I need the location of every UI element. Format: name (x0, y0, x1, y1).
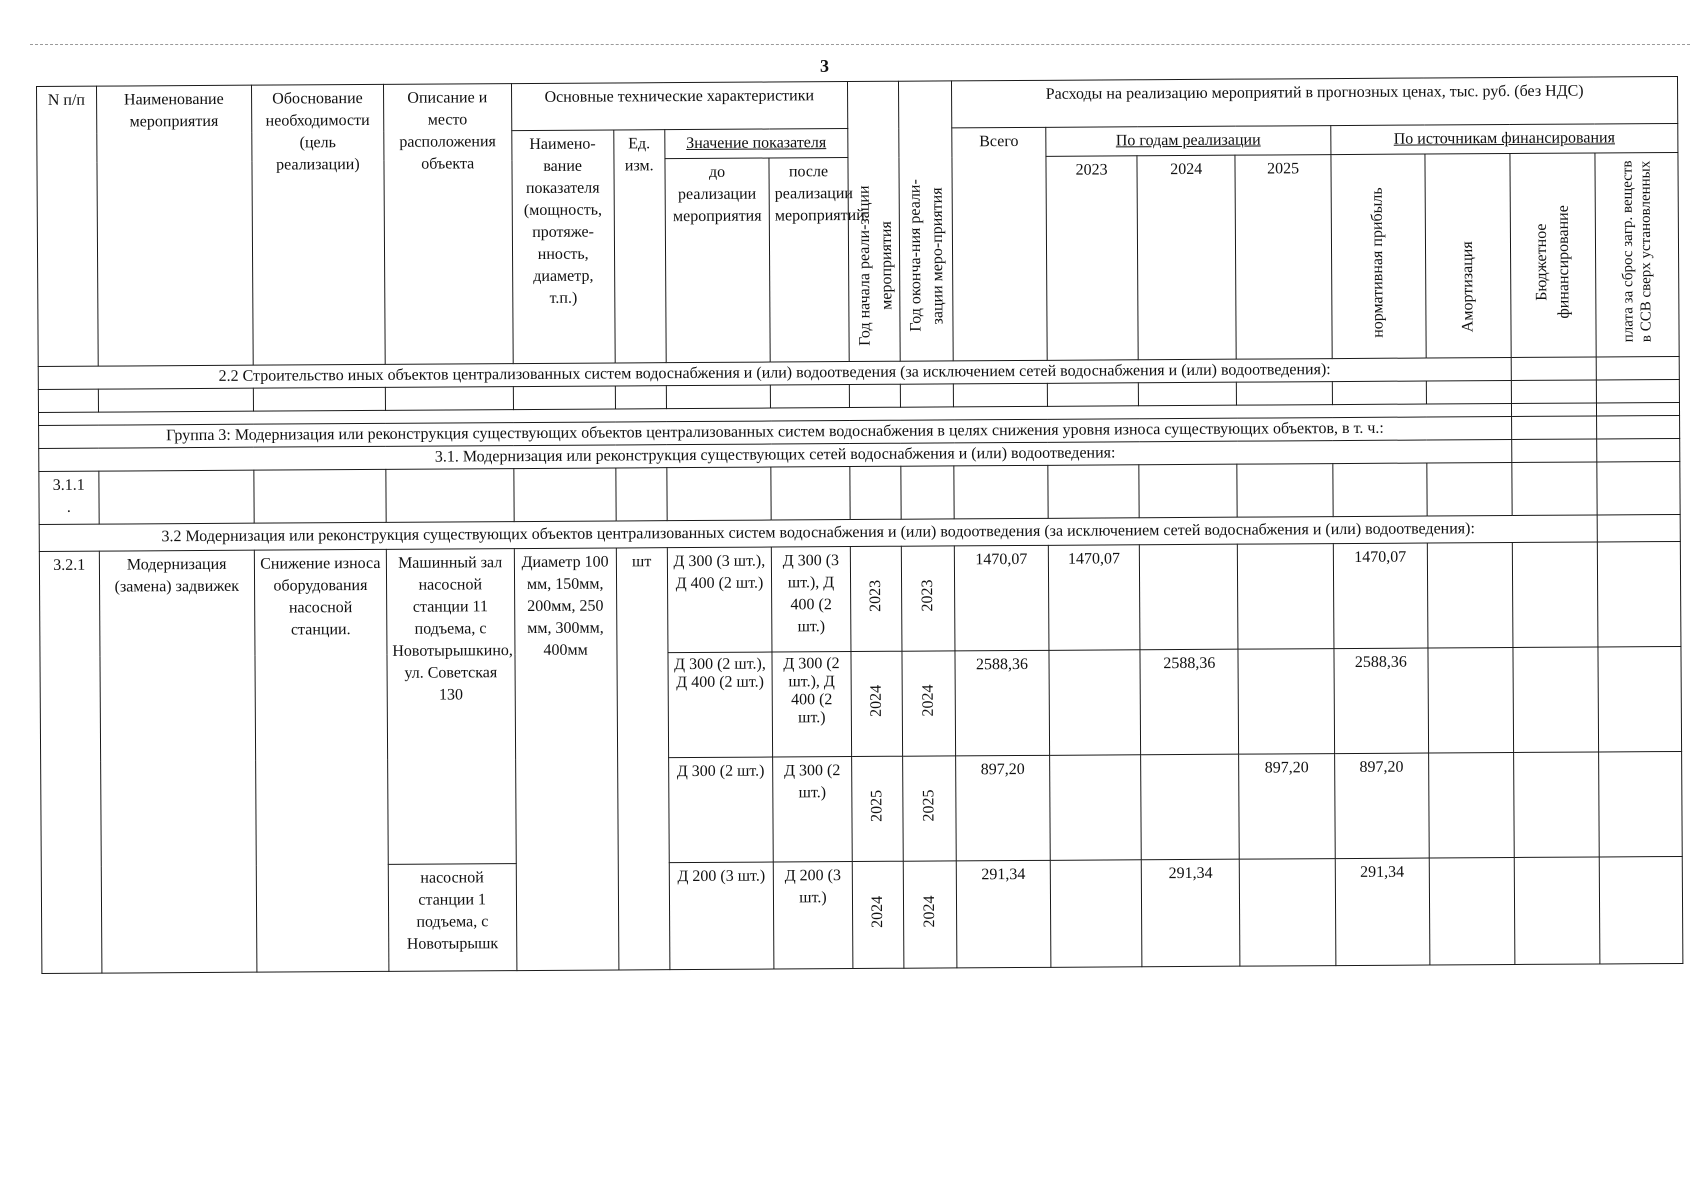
cost-2023 (1049, 755, 1141, 861)
profit-source: 291,34 (1335, 858, 1429, 966)
profit-source: 897,20 (1335, 753, 1429, 859)
cost-2023 (1049, 650, 1141, 756)
row-3-2-1-num: 3.2.1 (39, 551, 101, 973)
investment-program-table (36, 76, 1683, 974)
year-start: 2024 (852, 861, 904, 968)
cost-2024: 291,34 (1142, 859, 1241, 967)
col-unit-header: Ед. изм. (614, 130, 667, 363)
col-total-header: Всего (952, 127, 1047, 361)
col-before-header: до реализации мероприятия (665, 158, 771, 363)
col-amort-header: Амортизация (1425, 153, 1511, 358)
scan-top-line (30, 44, 1690, 45)
section-2-2-title: 2.2 Строительство иных объектов централизованных систем водоснабжения и (или) водоотведения (за исключением сетей водоснабжения и (или) водоотведения): (38, 357, 1511, 389)
row-3-2-1-indicator: Диаметр 100 мм, 150мм, 200мм, 250 мм, 300мм, 400мм (514, 548, 619, 971)
section-3-2-title: 3.2 Модернизация или реконструкция существующих объектов централизованных систем водоснабжения и (или) водоотведения (за исключением сетей водоснабжения и (или) водоотведения): (39, 515, 1597, 552)
value-after: Д 300 (2 шт.), Д 400 (2 шт.) (772, 652, 851, 757)
year-end: 2024 (902, 651, 956, 756)
section-3-1-title: 3.1. Модернизация или реконструкция существующих сетей водоснабжения и (или) водоотведения: (39, 439, 1512, 471)
col-fee-header: плата за сброс загр. веществ в ССВ сверх установленных (1595, 152, 1679, 357)
profit-source: 1470,07 (1333, 543, 1427, 649)
col-profit-header: нормативная прибыль (1331, 154, 1426, 359)
col-indicator-header: Наимено-вание показателя (мощность, протяже-нность, диаметр, т.п.) (511, 130, 615, 364)
row-3-2-1-a (39, 541, 1681, 656)
year-start: 2023 (850, 546, 902, 651)
year-end: 2025 (903, 756, 957, 861)
total-cost: 897,20 (956, 755, 1050, 861)
value-before: Д 300 (2 шт.), Д 400 (2 шт.) (668, 652, 773, 758)
tech-group-header: Основные технические характеристики (511, 82, 848, 131)
year-start: 2025 (851, 756, 903, 861)
row-3-2-1-name: Модернизация (замена) задвижек (99, 550, 257, 973)
total-cost: 2588,36 (955, 650, 1049, 756)
cost-2024 (1140, 544, 1239, 650)
row-3-2-1-place-1: Машинный зал насосной станции 11 подъема, с Новотырышкино, ул. Советская 130 (386, 549, 516, 865)
row-3-2-1-place-2: насосной станции 1 подъема, с Новотырышк (388, 864, 516, 972)
year-end: 2024 (903, 861, 957, 968)
cost-2025 (1238, 649, 1334, 755)
cost-2025 (1238, 544, 1334, 650)
profit-source: 2588,36 (1334, 648, 1428, 754)
row-3-2-1-unit: шт (616, 548, 670, 970)
cost-2024: 2588,36 (1140, 649, 1239, 755)
total-cost: 291,34 (956, 860, 1050, 968)
page-number: 3 (820, 56, 829, 76)
value-after: Д 300 (3 шт.), Д 400 (2 шт.) (771, 547, 850, 652)
cost-2025: 897,20 (1239, 754, 1335, 860)
value-before: Д 300 (2 шт.) (668, 757, 773, 863)
row-3-2-1-justification: Снижение износа оборудования насосной станции. (254, 549, 389, 972)
by-years-header: По годам реализации (1046, 126, 1331, 157)
col-description-header: Описание и место расположения объекта (383, 84, 512, 365)
row-3-1-1-num: 3.1.1 . (39, 471, 99, 524)
year-start: 2024 (851, 651, 903, 756)
col-year-start-header: Год начала реали-зации мероприятия (847, 81, 900, 361)
total-cost: 1470,07 (954, 545, 1048, 651)
col-2024-header: 2024 (1137, 155, 1236, 360)
group-3-title: Группа 3: Модернизация или реконструкция существующих объектов централизованных систем водоснабжения в целях снижения уровня износа существующих объектов, в т. ч.: (39, 416, 1512, 448)
year-end: 2023 (901, 546, 955, 651)
cost-2023: 1470,07 (1048, 545, 1140, 651)
costs-group-header: Расходы на реализацию мероприятий в прогнозных ценах, тыс. руб. (без НДС) (952, 76, 1678, 127)
col-justification-header: Обоснование необходимости (цель реализации) (251, 84, 385, 365)
col-year-end-header: Год оконча-ния реали-зации меро-приятия (898, 81, 953, 361)
value-after: Д 300 (2 шт.) (773, 757, 852, 862)
value-after: Д 200 (3 шт.) (773, 862, 852, 969)
value-before: Д 300 (3 шт.), Д 400 (2 шт.) (667, 547, 772, 653)
cost-2025 (1239, 859, 1335, 967)
cost-2024 (1141, 754, 1240, 860)
cost-2023 (1050, 860, 1142, 968)
value-before: Д 200 (3 шт.) (669, 862, 774, 970)
col-2023-header: 2023 (1046, 156, 1139, 361)
by-sources-header: По источникам финансирования (1331, 123, 1678, 154)
col-after-header: после реализации мероприятий (769, 158, 849, 362)
col-num-header: N п/п (37, 86, 98, 366)
value-group-header: Значение показателя (665, 129, 848, 159)
col-budget-header: Бюджетное финансирование (1510, 153, 1596, 358)
col-2025-header: 2025 (1235, 155, 1332, 360)
col-name-header: Наименование мероприятия (96, 85, 253, 366)
